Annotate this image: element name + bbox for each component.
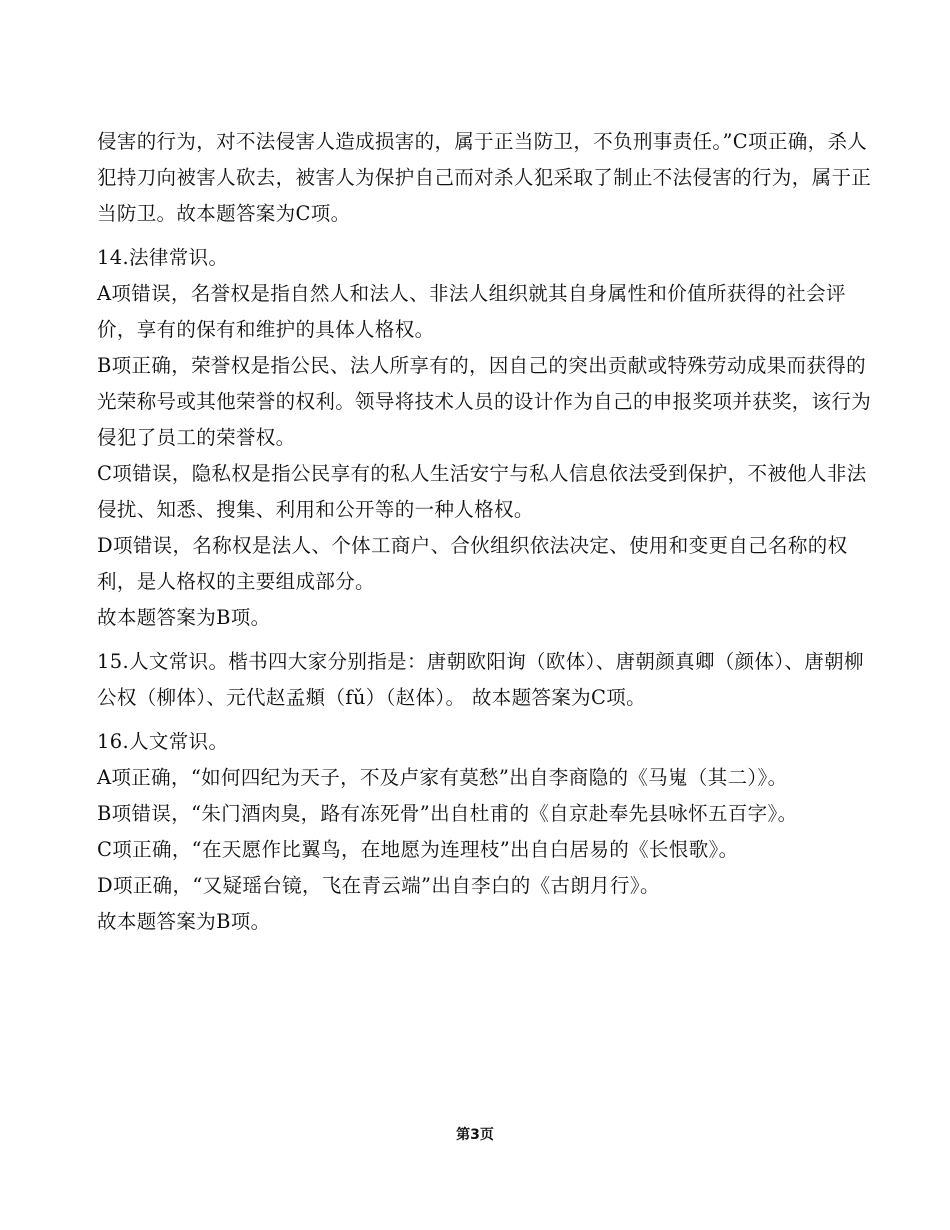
option-d-q14: D项错误，名称权是法人、个体工商户、合伙组织依法决定、使用和变更自己名称的权利，是人格权的主要组成部分。 <box>97 534 848 593</box>
page-number: 第3页 <box>456 1127 494 1143</box>
option-c-q14: C项错误，隐私权是指公民享有的私人生活安宁与私人信息依法受到保护，不被他人非法侵扰、知悉、搜集、利用和公开等的一种人格权。 <box>97 462 867 521</box>
option-b-q14: B项正确，荣誉权是指公民、法人所享有的，因自己的突出贡献或特殊劳动成果而获得的光荣称号或其他荣誉的权利。领导将技术人员的设计作为自己的申报奖项并获奖，该行为侵犯了员工的荣誉权。 <box>97 354 872 449</box>
paragraph-q13-continuation: 侵害的行为，对不法侵害人造成损害的，属于正当防卫，不负刑事责任。”C项正确，杀人犯持刀向被害人砍去，被害人为保护自己而对杀人犯采取了制止不法侵害的行为，属于正当防卫。故本题答案为C项。 <box>97 130 872 225</box>
heading-q16: 16.人文常识。 <box>97 730 229 753</box>
option-c-q16: C项正确，“在天愿作比翼鸟，在地愿为连理枝”出自白居易的《长恨歌》。 <box>97 838 739 861</box>
option-a-q16: A项正确，“如何四纪为天子，不及卢家有莫愁”出自李商隐的《马嵬（其二）》。 <box>97 766 788 789</box>
option-a-q14: A项错误，名誉权是指自然人和法人、非法人组织就其自身属性和价值所获得的社会评价，享有的保有和维护的具体人格权。 <box>97 282 846 341</box>
answer-q14: 故本题答案为B项。 <box>97 606 271 629</box>
answer-explanations <box>97 124 872 940</box>
option-d-q16: D项正确，“又疑瑶台镜，飞在青云端”出自李白的《古朗月行》。 <box>97 874 660 897</box>
option-b-q16: B项错误，“朱门酒肉臭，路有冻死骨”出自杜甫的《自京赴奉先县咏怀五百字》。 <box>97 802 798 825</box>
heading-q14: 14.法律常识。 <box>97 246 229 269</box>
paragraph-q15: 15.人文常识。楷书四大家分别指是：唐朝欧阳询（欧体）、唐朝颜真卿（颜体）、唐朝柳公权（柳体）、元代赵孟頫（fǔ）（赵体）。 故本题答案为C项。 <box>97 650 864 709</box>
answer-q16: 故本题答案为B项。 <box>97 910 271 933</box>
